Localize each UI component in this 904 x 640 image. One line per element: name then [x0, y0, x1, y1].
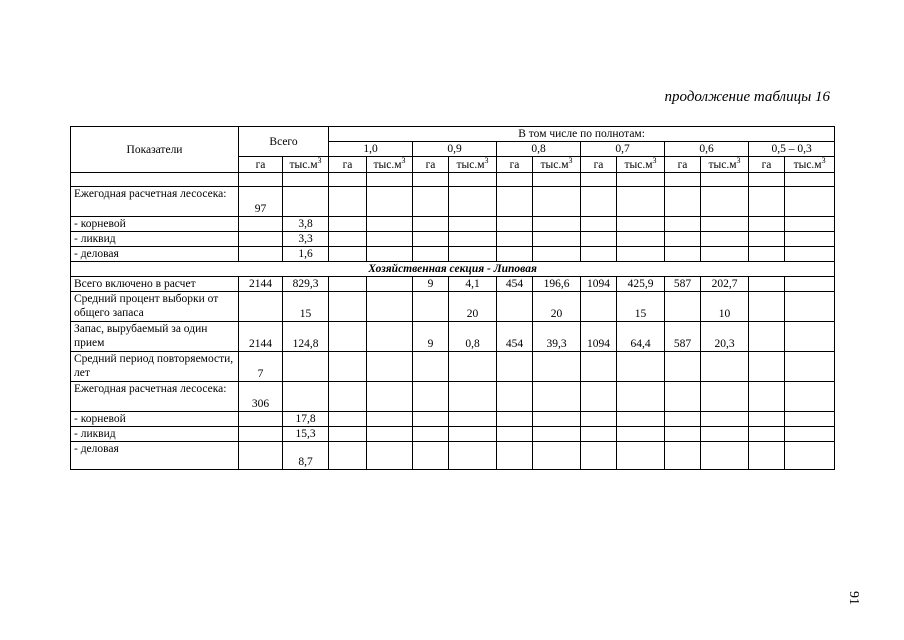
table-row: [71, 352, 835, 382]
table-cell: [665, 247, 701, 262]
table-cell: 587: [665, 277, 701, 292]
unit-ha: га: [329, 157, 367, 173]
table-cell: [749, 277, 785, 292]
table-cell: [701, 442, 749, 470]
table-cell: [749, 412, 785, 427]
unit-thous-m3-text: тыс.м: [624, 158, 653, 171]
row-label: - деловая: [71, 247, 239, 262]
table-cell: [749, 247, 785, 262]
table-row: [71, 217, 835, 232]
table-cell: [497, 187, 533, 217]
table-cell: [665, 412, 701, 427]
table-cell: [449, 247, 497, 262]
table-cell: [449, 427, 497, 442]
unit-ha: га: [665, 157, 701, 173]
table-cell: [239, 412, 283, 427]
header-density-5: 0,6: [665, 142, 749, 157]
table-cell: [497, 217, 533, 232]
unit-exponent: 3: [317, 156, 322, 165]
table-cell: [239, 217, 283, 232]
table-cell: [413, 173, 449, 187]
table-cell: [749, 232, 785, 247]
table-cell: 2144: [239, 322, 283, 352]
table-cell: [617, 427, 665, 442]
table-cell: [665, 232, 701, 247]
table-cell: [533, 247, 581, 262]
header-by-density: В том числе по полнотам:: [329, 127, 835, 142]
unit-thous-m3-text: тыс.м: [456, 158, 485, 171]
table-cell: [329, 352, 367, 382]
table-cell: 3,8: [283, 217, 329, 232]
table-cell: [617, 187, 665, 217]
table-cell: [701, 247, 749, 262]
table-cell: [329, 247, 367, 262]
unit-exponent: 3: [484, 156, 489, 165]
table-cell: [497, 427, 533, 442]
table-cell: 10: [701, 292, 749, 322]
table-cell: [239, 442, 283, 470]
table-cell: [413, 442, 449, 470]
table-row: [71, 322, 835, 352]
table-cell: [449, 173, 497, 187]
table-row: [71, 277, 835, 292]
table-cell: [581, 412, 617, 427]
table-cell: [413, 292, 449, 322]
table-cell: [785, 247, 835, 262]
table-cell: [329, 382, 367, 412]
row-label: Средний процент выборки от общего запаса: [71, 292, 239, 322]
table-cell: [581, 442, 617, 470]
table-cell: [749, 217, 785, 232]
table-cell: [283, 173, 329, 187]
table-cell: 2144: [239, 277, 283, 292]
table-cell: [701, 427, 749, 442]
table-cell: [581, 187, 617, 217]
table-cell: [749, 292, 785, 322]
table-cell: [785, 412, 835, 427]
table-cell: [617, 352, 665, 382]
table-cell: [239, 232, 283, 247]
table-cell: [367, 412, 413, 427]
table-cell: 20: [533, 292, 581, 322]
table-cell: [785, 442, 835, 470]
table-cell: [749, 442, 785, 470]
table-cell: [329, 187, 367, 217]
table-cell: 587: [665, 322, 701, 352]
unit-thous-m3-text: тыс.м: [373, 158, 402, 171]
table-cell: [581, 217, 617, 232]
unit-exponent: 3: [736, 156, 741, 165]
table-cell: [617, 173, 665, 187]
header-total: Всего: [239, 127, 329, 157]
table-cell: [367, 247, 413, 262]
table-cell: [749, 173, 785, 187]
table-row: [71, 247, 835, 262]
table-cell: [581, 173, 617, 187]
table-cell: [533, 382, 581, 412]
table-cell: [239, 427, 283, 442]
table-cell: [283, 382, 329, 412]
table-cell: [701, 217, 749, 232]
unit-thous-m3: [449, 157, 497, 173]
table-cell: [533, 173, 581, 187]
table-cell: 1094: [581, 277, 617, 292]
row-label: - ликвид: [71, 427, 239, 442]
table-cell: [701, 412, 749, 427]
table-cell: [581, 352, 617, 382]
table-cell: [367, 187, 413, 217]
table-cell: [413, 352, 449, 382]
table-cell: 124,8: [283, 322, 329, 352]
table-cell: [701, 232, 749, 247]
table-cell: [329, 217, 367, 232]
table-cell: [497, 352, 533, 382]
table-cell: [367, 442, 413, 470]
row-label: Ежегодная расчетная лесосека:: [71, 187, 239, 217]
table-row: [71, 412, 835, 427]
header-density-2: 0,9: [413, 142, 497, 157]
table-cell: [367, 322, 413, 352]
unit-thous-m3: [367, 157, 413, 173]
table-cell: [785, 427, 835, 442]
unit-thous-m3: [785, 157, 835, 173]
unit-exponent: 3: [568, 156, 573, 165]
table-cell: 97: [239, 187, 283, 217]
table-cell: 20: [449, 292, 497, 322]
table-cell: [617, 442, 665, 470]
table-cell: [449, 382, 497, 412]
table-cell: 0,8: [449, 322, 497, 352]
table-cell: [533, 232, 581, 247]
table-cell: [413, 382, 449, 412]
table-cell: [701, 187, 749, 217]
table-cell: [413, 427, 449, 442]
table-cell: [533, 352, 581, 382]
table-cell: [665, 382, 701, 412]
table-cell: [665, 292, 701, 322]
table-cell: [617, 412, 665, 427]
table-cell: [785, 322, 835, 352]
header-indicators: Показатели: [71, 127, 239, 173]
table-cell: [533, 412, 581, 427]
table-cell: [413, 187, 449, 217]
table-cell: [533, 217, 581, 232]
table-cell: [785, 277, 835, 292]
table-cell: [497, 247, 533, 262]
unit-thous-m3-text: тыс.м: [289, 158, 318, 171]
row-label: Всего включено в расчет: [71, 277, 239, 292]
table-cell: [329, 442, 367, 470]
table-cell: [617, 382, 665, 412]
table-cell: [239, 292, 283, 322]
table-cell: [749, 352, 785, 382]
table-cell: [449, 232, 497, 247]
table-cell: [413, 232, 449, 247]
table-cell: [367, 173, 413, 187]
table-cell: [665, 187, 701, 217]
table-cell: [239, 247, 283, 262]
header-density-6: 0,5 – 0,3: [749, 142, 835, 157]
table-row: [71, 427, 835, 442]
table-cell: [785, 382, 835, 412]
row-label: - деловая: [71, 442, 239, 470]
unit-thous-m3-text: тыс.м: [540, 158, 569, 171]
row-label: [71, 173, 239, 187]
unit-ha: га: [239, 157, 283, 173]
table-row: [71, 442, 835, 470]
table-cell: [665, 352, 701, 382]
row-label: - ликвид: [71, 232, 239, 247]
header-density-1: 1,0: [329, 142, 413, 157]
table-cell: 1,6: [283, 247, 329, 262]
table-cell: 196,6: [533, 277, 581, 292]
table-cell: [749, 427, 785, 442]
table-cell: 20,3: [701, 322, 749, 352]
table-cell: [413, 217, 449, 232]
unit-exponent: 3: [401, 156, 406, 165]
table-cell: 39,3: [533, 322, 581, 352]
table-cell: [785, 292, 835, 322]
table-cell: [367, 232, 413, 247]
page-number: 91: [846, 591, 861, 605]
unit-ha: га: [581, 157, 617, 173]
table-cell: [785, 173, 835, 187]
table-cell: [581, 247, 617, 262]
table-cell: 1094: [581, 322, 617, 352]
row-label: - корневой: [71, 412, 239, 427]
table-cell: [329, 322, 367, 352]
table-body: [71, 127, 835, 470]
table-cell: [329, 277, 367, 292]
unit-thous-m3-text: тыс.м: [708, 158, 737, 171]
unit-ha: га: [497, 157, 533, 173]
table-cell: 9: [413, 322, 449, 352]
unit-thous-m3: [617, 157, 665, 173]
table-cell: [449, 352, 497, 382]
table-cell: 8,7: [283, 442, 329, 470]
table-cell: [329, 412, 367, 427]
table-cell: [749, 382, 785, 412]
table-cell: [367, 352, 413, 382]
table-caption: продолжение таблицы 16: [664, 89, 830, 105]
table-cell: 7: [239, 352, 283, 382]
table-cell: 4,1: [449, 277, 497, 292]
table-cell: [617, 232, 665, 247]
table-cell: [665, 442, 701, 470]
forest-harvest-table: [70, 126, 835, 470]
section-title: Хозяйственная секция - Липовая: [71, 262, 835, 277]
unit-exponent: 3: [821, 156, 826, 165]
table-cell: 829,3: [283, 277, 329, 292]
table-cell: 425,9: [617, 277, 665, 292]
table-cell: [283, 352, 329, 382]
table-cell: [497, 173, 533, 187]
table-cell: [785, 187, 835, 217]
header-row-1: [71, 127, 835, 142]
table-cell: [283, 187, 329, 217]
table-cell: 3,3: [283, 232, 329, 247]
section-row: [71, 262, 835, 277]
table-cell: [367, 292, 413, 322]
table-cell: [449, 187, 497, 217]
table-cell: [785, 217, 835, 232]
table-cell: 202,7: [701, 277, 749, 292]
table-cell: [449, 442, 497, 470]
table-row: [71, 232, 835, 247]
table-cell: [785, 352, 835, 382]
table-row: [71, 292, 835, 322]
table-cell: [701, 173, 749, 187]
table-cell: 454: [497, 277, 533, 292]
unit-thous-m3: [283, 157, 329, 173]
table-row: [71, 382, 835, 412]
table-cell: [581, 427, 617, 442]
table-cell: [367, 277, 413, 292]
unit-ha: га: [749, 157, 785, 173]
unit-thous-m3: [533, 157, 581, 173]
table-cell: [367, 427, 413, 442]
table-cell: [497, 442, 533, 470]
table-cell: [413, 412, 449, 427]
table-cell: [665, 217, 701, 232]
table-cell: [413, 247, 449, 262]
table-cell: [449, 412, 497, 427]
table-cell: [665, 427, 701, 442]
table-cell: [533, 427, 581, 442]
table-cell: [497, 292, 533, 322]
table-cell: [617, 217, 665, 232]
table-cell: [581, 292, 617, 322]
header-density-4: 0,7: [581, 142, 665, 157]
table-cell: [497, 382, 533, 412]
table-cell: [239, 173, 283, 187]
row-label: - корневой: [71, 217, 239, 232]
row-label: Запас, вырубаемый за один прием: [71, 322, 239, 352]
table-cell: 15: [283, 292, 329, 322]
table-cell: 306: [239, 382, 283, 412]
table-cell: [367, 217, 413, 232]
table-cell: [367, 382, 413, 412]
unit-thous-m3: [701, 157, 749, 173]
table-cell: [749, 187, 785, 217]
table-cell: 17,8: [283, 412, 329, 427]
table-cell: [329, 292, 367, 322]
table-cell: [785, 232, 835, 247]
table-row: [71, 187, 835, 217]
unit-thous-m3-text: тыс.м: [793, 158, 822, 171]
table-cell: [701, 352, 749, 382]
table-cell: [329, 232, 367, 247]
table-cell: [581, 382, 617, 412]
table-cell: [701, 382, 749, 412]
table-cell: 64,4: [617, 322, 665, 352]
table-cell: 15: [617, 292, 665, 322]
row-label: Средний период повторяемости, лет: [71, 352, 239, 382]
table-cell: 15,3: [283, 427, 329, 442]
table-cell: 9: [413, 277, 449, 292]
table-cell: [329, 173, 367, 187]
table-cell: [329, 427, 367, 442]
table-cell: [533, 187, 581, 217]
table-cell: [497, 412, 533, 427]
unit-exponent: 3: [652, 156, 657, 165]
table-cell: [617, 247, 665, 262]
row-label: Ежегодная расчетная лесосека:: [71, 382, 239, 412]
header-density-3: 0,8: [497, 142, 581, 157]
table-cell: [581, 232, 617, 247]
table-cell: [533, 442, 581, 470]
table-cell: [449, 217, 497, 232]
table-cell: [665, 173, 701, 187]
table-cell: 454: [497, 322, 533, 352]
table-row: [71, 173, 835, 187]
table-cell: [497, 232, 533, 247]
unit-ha: га: [413, 157, 449, 173]
table-cell: [749, 322, 785, 352]
